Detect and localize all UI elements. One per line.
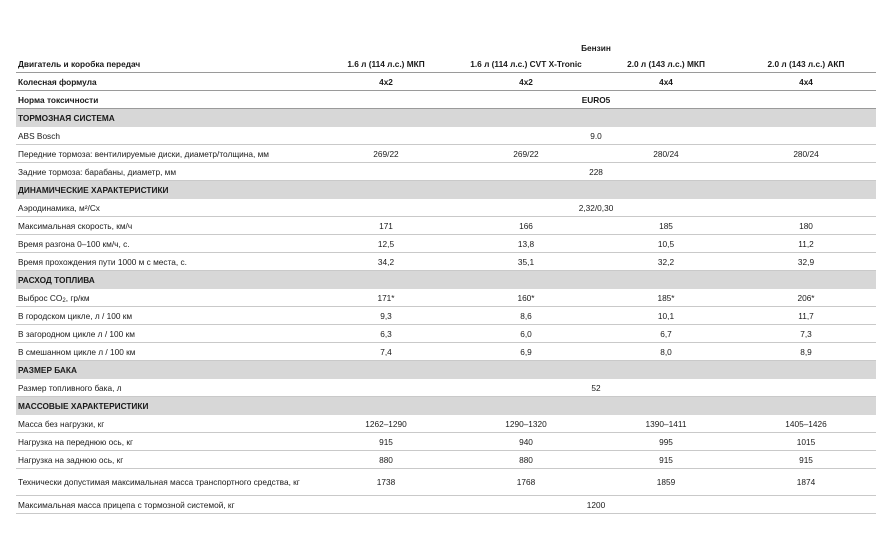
row-label: Нагрузка на заднюю ось, кг — [16, 451, 316, 469]
row-value: 8,9 — [736, 343, 876, 361]
section-fuel — [16, 271, 876, 289]
row-value: 6,7 — [596, 325, 736, 343]
row-value: 180 — [736, 217, 876, 235]
row-label: Технически допустимая максимальная масса транспортного средства, кг — [16, 469, 316, 496]
section-title: РАСХОД ТОПЛИВА — [16, 271, 876, 289]
row-value: 880 — [316, 451, 456, 469]
fuel-type-row — [16, 40, 876, 55]
row-label: В загородном цикле л / 100 км — [16, 325, 316, 343]
table-row — [16, 217, 876, 235]
engine-row — [16, 55, 876, 73]
row-value: 915 — [596, 451, 736, 469]
row-value: 1768 — [456, 469, 596, 496]
wheel-formula-4: 4x4 — [736, 73, 876, 91]
row-label: Максимальная скорость, км/ч — [16, 217, 316, 235]
engine-3: 2.0 л (143 л.с.) МКП — [596, 55, 736, 73]
row-value: 11,7 — [736, 307, 876, 325]
row-value: 10,5 — [596, 235, 736, 253]
row-label: В смешанном цикле л / 100 км — [16, 343, 316, 361]
row-value: 915 — [736, 451, 876, 469]
toxicity-label: Норма токсичности — [16, 91, 316, 109]
table-row — [16, 253, 876, 271]
engine-4: 2.0 л (143 л.с.) АКП — [736, 55, 876, 73]
row-value: 166 — [456, 217, 596, 235]
row-value: 1738 — [316, 469, 456, 496]
row-value: 280/24 — [596, 145, 736, 163]
table-row — [16, 163, 876, 181]
engine-label: Двигатель и коробка передач — [16, 55, 316, 73]
row-value: 1200 — [316, 496, 876, 514]
wheel-formula-row — [16, 73, 876, 91]
row-value: 10,1 — [596, 307, 736, 325]
wheel-formula-2: 4x2 — [456, 73, 596, 91]
wheel-formula-1: 4x2 — [316, 73, 456, 91]
row-value: 171* — [316, 289, 456, 307]
row-value: 6,9 — [456, 343, 596, 361]
row-value: 280/24 — [736, 145, 876, 163]
table-row — [16, 415, 876, 433]
row-value: 269/22 — [456, 145, 596, 163]
table-row — [16, 469, 876, 496]
row-value: 8,6 — [456, 307, 596, 325]
row-value: 34,2 — [316, 253, 456, 271]
toxicity-value: EURO5 — [316, 91, 876, 109]
row-value: 12,5 — [316, 235, 456, 253]
table-row — [16, 451, 876, 469]
row-value: 2,32/0,30 — [316, 199, 876, 217]
row-label: Размер топливного бака, л — [16, 379, 316, 397]
table-row — [16, 145, 876, 163]
row-value: 7,4 — [316, 343, 456, 361]
row-value: 995 — [596, 433, 736, 451]
row-value: 1390–1411 — [596, 415, 736, 433]
row-label: ABS Bosch — [16, 127, 316, 145]
row-value: 185* — [596, 289, 736, 307]
row-value: 940 — [456, 433, 596, 451]
row-value: 228 — [316, 163, 876, 181]
table-row — [16, 433, 876, 451]
table-row — [16, 289, 876, 307]
table-row — [16, 325, 876, 343]
section-title: ДИНАМИЧЕСКИЕ ХАРАКТЕРИСТИКИ — [16, 181, 876, 199]
row-value: 35,1 — [456, 253, 596, 271]
row-value: 13,8 — [456, 235, 596, 253]
row-value: 185 — [596, 217, 736, 235]
row-label: Время прохождения пути 1000 м с места, с. — [16, 253, 316, 271]
spec-sheet — [16, 40, 876, 514]
table-row — [16, 496, 876, 514]
section-title: ТОРМОЗНАЯ СИСТЕМА — [16, 109, 876, 127]
co2-label-post: , гр/км — [65, 292, 90, 303]
row-label: В городском цикле, л / 100 км — [16, 307, 316, 325]
row-value: 7,3 — [736, 325, 876, 343]
row-value: 1405–1426 — [736, 415, 876, 433]
row-value: 1262–1290 — [316, 415, 456, 433]
row-label: Максимальная масса прицепа с тормозной системой, кг — [16, 496, 316, 514]
section-mass — [16, 397, 876, 415]
row-value: 880 — [456, 451, 596, 469]
section-title: РАЗМЕР БАКА — [16, 361, 876, 379]
toxicity-row — [16, 91, 876, 109]
row-label: Задние тормоза: барабаны, диаметр, мм — [16, 163, 316, 181]
row-value: 6,0 — [456, 325, 596, 343]
section-tank — [16, 361, 876, 379]
fuel-type-label: Бензин — [581, 42, 611, 53]
row-label: Аэродинамика, м²/Сх — [16, 199, 316, 217]
co2-label-pre: Выброс CO — [18, 292, 63, 303]
table-row — [16, 379, 876, 397]
table-row — [16, 235, 876, 253]
row-value: 206* — [736, 289, 876, 307]
row-label: Масса без нагрузки, кг — [16, 415, 316, 433]
section-title: МАССОВЫЕ ХАРАКТЕРИСТИКИ — [16, 397, 876, 415]
co2-label-sub: 2 — [62, 297, 66, 304]
row-label: Нагрузка на переднюю ось, кг — [16, 433, 316, 451]
wheel-formula-label: Колесная формула — [16, 73, 316, 91]
row-value: 1859 — [596, 469, 736, 496]
row-value: 6,3 — [316, 325, 456, 343]
row-value: 171 — [316, 217, 456, 235]
row-value: 9.0 — [316, 127, 876, 145]
engine-2: 1.6 л (114 л.с.) CVT X-Tronic — [456, 55, 596, 73]
row-value: 1874 — [736, 469, 876, 496]
spec-table — [16, 40, 876, 514]
row-value: 9,3 — [316, 307, 456, 325]
row-value: 11,2 — [736, 235, 876, 253]
table-row — [16, 199, 876, 217]
section-dynamics — [16, 181, 876, 199]
row-value: 1290–1320 — [456, 415, 596, 433]
row-value: 160* — [456, 289, 596, 307]
engine-1: 1.6 л (114 л.с.) МКП — [316, 55, 456, 73]
row-label: Передние тормоза: вентилируемые диски, диаметр/толщина, мм — [16, 145, 316, 163]
section-brakes — [16, 109, 876, 127]
row-value: 52 — [316, 379, 876, 397]
row-value: 32,2 — [596, 253, 736, 271]
table-row — [16, 343, 876, 361]
row-value: 1015 — [736, 433, 876, 451]
row-label: Время разгона 0–100 км/ч, с. — [16, 235, 316, 253]
row-value: 32,9 — [736, 253, 876, 271]
row-value: 915 — [316, 433, 456, 451]
wheel-formula-3: 4x4 — [596, 73, 736, 91]
table-row — [16, 127, 876, 145]
table-row — [16, 307, 876, 325]
row-value: 8,0 — [596, 343, 736, 361]
row-label — [16, 289, 316, 307]
row-value: 269/22 — [316, 145, 456, 163]
